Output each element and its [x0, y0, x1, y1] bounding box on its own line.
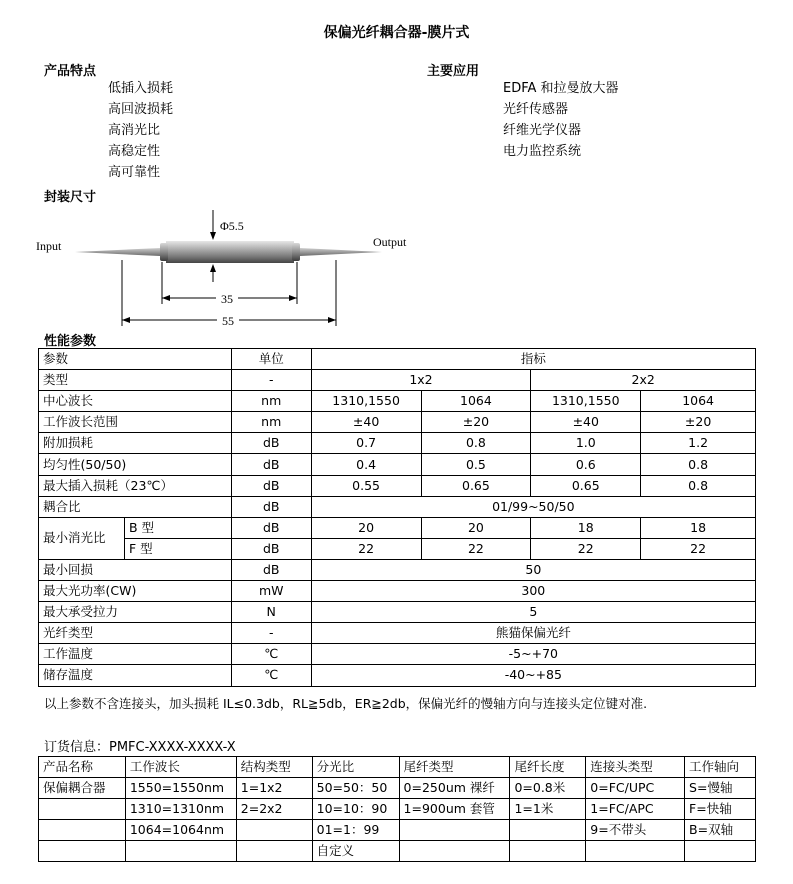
diameter-arrow-bottom — [210, 264, 216, 272]
cell: 0.65 — [531, 475, 641, 496]
cell — [399, 820, 510, 841]
row-unit: - — [231, 623, 311, 644]
cell: 1310=1310nm — [125, 799, 236, 820]
table-row — [39, 841, 756, 862]
cell: 0.8 — [641, 454, 756, 475]
cell: -40~+85 — [311, 665, 755, 686]
sub-label: B 型 — [124, 517, 231, 538]
table-row — [39, 517, 756, 538]
cell: 2=2x2 — [236, 799, 312, 820]
table-row — [39, 581, 756, 602]
table-row — [39, 475, 756, 496]
cell: 01=1：99 — [312, 820, 399, 841]
cell: 保偏耦合器 — [39, 778, 126, 799]
cell — [236, 841, 312, 862]
table-row — [39, 644, 756, 665]
cell: B=双轴 — [685, 820, 756, 841]
feature-item: 高回波损耗 — [108, 102, 174, 117]
table-row — [39, 349, 756, 370]
cell: ±40 — [531, 412, 641, 433]
dim-35-label: 35 — [221, 292, 233, 306]
row-unit: dB — [231, 496, 311, 517]
row-label: 最小消光比 — [39, 517, 125, 559]
table-row — [39, 799, 756, 820]
row-unit: dB — [231, 517, 311, 538]
cell — [236, 820, 312, 841]
cell: 0.8 — [421, 433, 531, 454]
cell: 1064 — [421, 391, 531, 412]
row-label: 耦合比 — [39, 496, 232, 517]
cell: 22 — [311, 538, 421, 559]
row-unit: nm — [231, 412, 311, 433]
cell: 1.0 — [531, 433, 641, 454]
cell: 1=FC/APC — [586, 799, 685, 820]
cell: 1=1x2 — [236, 778, 312, 799]
cell: 1064=1064nm — [125, 820, 236, 841]
column-header: 尾纤类型 — [399, 757, 510, 778]
column-header: 工作轴向 — [685, 757, 756, 778]
row-unit: ℃ — [231, 644, 311, 665]
column-header: 结构类型 — [236, 757, 312, 778]
table-row — [39, 665, 756, 686]
table-row — [39, 623, 756, 644]
feature-item: 高稳定性 — [108, 144, 161, 159]
cell: 1=1米 — [510, 799, 586, 820]
cell: 0=FC/UPC — [586, 778, 685, 799]
cell: ±20 — [421, 412, 531, 433]
table-row — [39, 757, 756, 778]
cell: F=快轴 — [685, 799, 756, 820]
table-row — [39, 412, 756, 433]
row-unit: dB — [231, 559, 311, 580]
table-row — [39, 538, 756, 559]
cell: 50 — [311, 559, 755, 580]
input-label: Input — [36, 239, 62, 253]
cell: ±20 — [641, 412, 756, 433]
ordering-label: 订货信息：PMFC-XXXX-XXXX-X — [44, 740, 236, 755]
row-label: 最小回损 — [39, 559, 232, 580]
header-param: 参数 — [39, 349, 232, 370]
row-label: 工作温度 — [39, 644, 232, 665]
row-label: 最大光功率(CW) — [39, 581, 232, 602]
row-unit: - — [231, 370, 311, 391]
column-header: 连接头类型 — [586, 757, 685, 778]
application-item: 纤维光学仪器 — [503, 123, 582, 138]
cell: 0.4 — [311, 454, 421, 475]
row-label: 类型 — [39, 370, 232, 391]
column-header: 产品名称 — [39, 757, 126, 778]
row-unit: ℃ — [231, 665, 311, 686]
table-row — [39, 370, 756, 391]
row-unit: mW — [231, 581, 311, 602]
cell: 0.8 — [641, 475, 756, 496]
cell: 20 — [311, 517, 421, 538]
coupler-cap-left — [160, 243, 168, 261]
cell: 1064 — [641, 391, 756, 412]
cell — [39, 820, 126, 841]
cell — [125, 841, 236, 862]
application-item: 光纤传感器 — [503, 102, 569, 117]
row-label: 中心波长 — [39, 391, 232, 412]
table-row — [39, 559, 756, 580]
cell: 01/99~50/50 — [311, 496, 755, 517]
row-unit: dB — [231, 538, 311, 559]
application-item: EDFA 和拉曼放大器 — [503, 81, 619, 96]
cell: 20 — [421, 517, 531, 538]
cell — [586, 841, 685, 862]
features-heading: 产品特点 — [44, 64, 97, 79]
cell — [39, 841, 126, 862]
cell — [510, 841, 586, 862]
dim-55-label: 55 — [222, 314, 234, 328]
cell: 22 — [531, 538, 641, 559]
package-heading: 封装尺寸 — [44, 190, 97, 205]
cell: 22 — [421, 538, 531, 559]
cell: 10=10：90 — [312, 799, 399, 820]
type-1x2: 1x2 — [311, 370, 531, 391]
fiber-left — [75, 248, 160, 256]
type-2x2: 2x2 — [531, 370, 756, 391]
applications-list — [503, 78, 619, 162]
output-label: Output — [373, 235, 407, 249]
table-row — [39, 433, 756, 454]
diameter-arrow-top — [210, 232, 216, 240]
feature-item: 高消光比 — [108, 123, 161, 138]
row-unit: dB — [231, 475, 311, 496]
row-unit: nm — [231, 391, 311, 412]
row-unit: N — [231, 602, 311, 623]
cell: 0.55 — [311, 475, 421, 496]
cell: 9=不带头 — [586, 820, 685, 841]
feature-item: 低插入损耗 — [108, 81, 174, 96]
cell: 1.2 — [641, 433, 756, 454]
column-header: 分光比 — [312, 757, 399, 778]
table-row — [39, 820, 756, 841]
table-row — [39, 496, 756, 517]
row-unit: dB — [231, 433, 311, 454]
cell: 50=50：50 — [312, 778, 399, 799]
performance-heading: 性能参数 — [44, 334, 97, 349]
ordering-table — [38, 756, 756, 862]
cell: 5 — [311, 602, 755, 623]
diameter-label: Φ5.5 — [220, 219, 244, 233]
coupler-cap-right — [292, 243, 300, 261]
table-row — [39, 778, 756, 799]
cell: 1=900um 套管 — [399, 799, 510, 820]
column-header: 工作波长 — [125, 757, 236, 778]
cell: 1310,1550 — [531, 391, 641, 412]
header-spec: 指标 — [311, 349, 755, 370]
cell: 22 — [641, 538, 756, 559]
feature-item: 高可靠性 — [108, 165, 161, 180]
row-label: 工作波长范围 — [39, 412, 232, 433]
cell — [39, 799, 126, 820]
table-row — [39, 602, 756, 623]
cell: 18 — [531, 517, 641, 538]
header-unit: 单位 — [231, 349, 311, 370]
cell: 0.6 — [531, 454, 641, 475]
sub-label: F 型 — [124, 538, 231, 559]
table-row — [39, 391, 756, 412]
cell: 0=0.8米 — [510, 778, 586, 799]
coupler-body — [166, 241, 294, 263]
cell — [510, 820, 586, 841]
cell: 1550=1550nm — [125, 778, 236, 799]
cell: 300 — [311, 581, 755, 602]
application-item: 电力监控系统 — [503, 144, 582, 159]
cell — [685, 841, 756, 862]
row-label: 最大插入损耗（23℃） — [39, 475, 232, 496]
cell: 0.7 — [311, 433, 421, 454]
cell: 18 — [641, 517, 756, 538]
row-label: 附加损耗 — [39, 433, 232, 454]
fiber-right — [300, 248, 382, 256]
performance-table — [38, 348, 756, 687]
row-label: 最大承受拉力 — [39, 602, 232, 623]
table-row — [39, 454, 756, 475]
applications-heading: 主要应用 — [427, 64, 480, 79]
cell: 0=250um 裸纤 — [399, 778, 510, 799]
package-drawing — [0, 200, 420, 335]
row-unit: dB — [231, 454, 311, 475]
cell: 熊猫保偏光纤 — [311, 623, 755, 644]
performance-note: 以上参数不含连接头，加头损耗 IL≤0.3db，RL≧5db，ER≧2db，保偏光纤的慢轴方向与连接头定位键对准. — [44, 696, 648, 711]
row-label: 均匀性(50/50) — [39, 454, 232, 475]
cell: S=慢轴 — [685, 778, 756, 799]
page-title: 保偏光纤耦合器-膜片式 — [323, 25, 470, 41]
cell: ±40 — [311, 412, 421, 433]
cell: -5~+70 — [311, 644, 755, 665]
cell: 0.5 — [421, 454, 531, 475]
column-header: 尾纤长度 — [510, 757, 586, 778]
row-label: 储存温度 — [39, 665, 232, 686]
cell — [399, 841, 510, 862]
cell: 1310,1550 — [311, 391, 421, 412]
cell: 自定义 — [312, 841, 399, 862]
row-label: 光纤类型 — [39, 623, 232, 644]
features-list — [108, 78, 173, 183]
cell: 0.65 — [421, 475, 531, 496]
